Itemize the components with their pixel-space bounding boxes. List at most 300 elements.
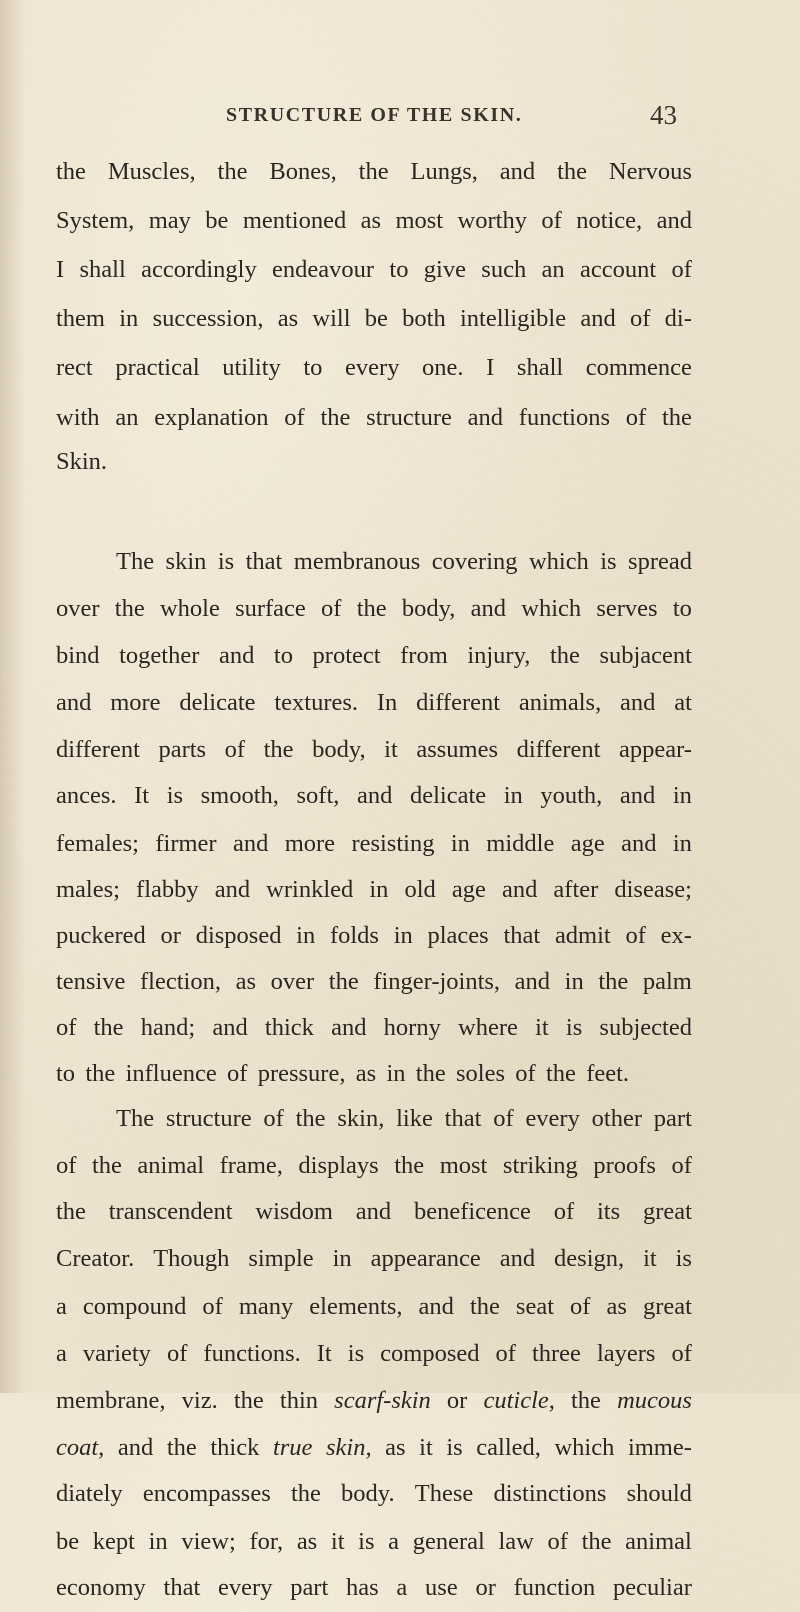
word: it (419, 1434, 433, 1461)
text-line (56, 1283, 692, 1331)
word: of (671, 1152, 692, 1179)
word: is (347, 1340, 365, 1367)
text-line (56, 912, 692, 960)
word: and (214, 876, 251, 903)
word: Lungs, (410, 158, 478, 185)
word: shall (79, 256, 126, 283)
word: a (56, 1293, 67, 1320)
word: as (355, 1060, 377, 1087)
word: the (598, 968, 629, 995)
word: kept (92, 1528, 135, 1555)
word: an (541, 256, 565, 283)
text-line (116, 538, 692, 586)
text-line (56, 1424, 692, 1472)
word: and (621, 830, 657, 857)
word: flection, (140, 968, 221, 995)
word: great (642, 1293, 692, 1320)
word: the (546, 1060, 576, 1087)
word: should (626, 1480, 692, 1507)
word: an (115, 404, 139, 431)
word: general (412, 1528, 485, 1555)
word: of (625, 404, 647, 431)
word: These (414, 1480, 474, 1507)
word: commence (585, 354, 692, 381)
word: The (116, 1105, 155, 1132)
word: in (332, 1245, 352, 1272)
text-line (116, 1095, 692, 1143)
word: and (620, 689, 656, 716)
word: flabby (136, 876, 199, 903)
word: together (119, 642, 200, 669)
word: peculiar (612, 1574, 692, 1601)
word: middle (486, 830, 555, 857)
word: Nervous (608, 158, 692, 185)
italic-word: mucous (617, 1387, 692, 1414)
word: rect (56, 354, 93, 381)
word: palm (642, 968, 692, 995)
word: appearance (370, 1245, 481, 1272)
word: in (119, 305, 139, 332)
word: a (388, 1528, 400, 1555)
word: over (56, 595, 100, 622)
word: Creator. (56, 1245, 135, 1272)
word: smooth, (200, 782, 279, 809)
text-line (56, 295, 692, 343)
word: the (91, 1152, 122, 1179)
text-line (56, 772, 692, 820)
word: worthy (457, 207, 527, 234)
word: System, (56, 207, 135, 234)
word: and (501, 876, 538, 903)
word: and (218, 642, 255, 669)
text-line (56, 148, 692, 196)
word: in (148, 1528, 168, 1555)
text-line (56, 1330, 692, 1378)
word: age (451, 876, 486, 903)
word: like (396, 1105, 433, 1132)
word: influence (125, 1060, 217, 1087)
word: ances. (56, 782, 117, 809)
word: and (232, 830, 269, 857)
text-line (56, 394, 692, 442)
word: is (565, 1014, 583, 1041)
word: disease; (614, 876, 692, 903)
word: skin (165, 548, 207, 575)
word: beneficence (413, 1198, 531, 1225)
word: of (671, 1340, 692, 1367)
word: folds (329, 922, 379, 949)
word: function (513, 1574, 596, 1601)
word: is (446, 1434, 463, 1461)
word: shall (516, 354, 564, 381)
word: composed (380, 1340, 480, 1367)
word: body, (401, 595, 456, 622)
word: more (284, 830, 336, 857)
word: intelligible (459, 305, 567, 332)
word: finger-joints, (373, 968, 501, 995)
word: thin (279, 1387, 319, 1414)
word: I (486, 354, 495, 381)
word: thick (210, 1434, 260, 1461)
word: females; (56, 830, 139, 857)
word: of (56, 1152, 77, 1179)
text-line (56, 958, 692, 1006)
word: of (202, 1293, 223, 1320)
word: as (360, 207, 382, 234)
word: It (134, 782, 150, 809)
word: which (521, 595, 582, 622)
word: that (163, 1574, 201, 1601)
text-line (56, 632, 692, 680)
word: in (296, 922, 316, 949)
word: has (346, 1574, 379, 1601)
word: succession, (152, 305, 264, 332)
word: most (395, 207, 444, 234)
word: to (389, 256, 409, 283)
word: soft, (296, 782, 340, 809)
word: membrane, (56, 1387, 166, 1414)
word: of (547, 1528, 568, 1555)
word: use (425, 1574, 458, 1601)
word: places (427, 922, 489, 949)
word: structure (165, 1105, 252, 1132)
word: the (85, 1060, 116, 1087)
word: such (481, 256, 527, 283)
word: is (358, 1528, 375, 1555)
word: as (385, 1434, 406, 1461)
word: animal (625, 1528, 692, 1555)
word: its (596, 1198, 621, 1225)
word: to (672, 595, 692, 622)
word: the (394, 1152, 425, 1179)
word: view; (181, 1528, 236, 1555)
word: the (358, 158, 389, 185)
text-line (56, 1004, 692, 1052)
word: imme- (627, 1434, 692, 1461)
word: in (564, 968, 584, 995)
word: and (514, 968, 551, 995)
word: mentioned (242, 207, 347, 234)
word: frame, (219, 1152, 283, 1179)
gutter-shadow (0, 0, 26, 1393)
text-line (56, 1235, 692, 1283)
word: the (320, 404, 351, 431)
word: to (56, 1060, 76, 1087)
word: and (470, 595, 507, 622)
word: di- (664, 305, 692, 332)
word: of (224, 736, 246, 763)
word: different (516, 736, 601, 763)
text-line (56, 1564, 692, 1612)
word: subjected (599, 1014, 692, 1041)
word: the (549, 642, 580, 669)
word: give (423, 256, 466, 283)
word: be (364, 305, 388, 332)
word: variety (82, 1340, 151, 1367)
word: law (498, 1528, 534, 1555)
word: covering (431, 548, 518, 575)
word: explanation (154, 404, 269, 431)
word: or (160, 922, 181, 949)
word: the (295, 1105, 326, 1132)
word: many (238, 1293, 294, 1320)
word: to (273, 642, 293, 669)
text-line (56, 1142, 692, 1190)
word: striking (502, 1152, 578, 1179)
word: in (672, 782, 692, 809)
italic-word: scarf-skin (334, 1387, 431, 1414)
word: it (643, 1245, 657, 1272)
word: the (56, 1198, 86, 1225)
word: the (114, 595, 145, 622)
word: compound (82, 1293, 187, 1320)
word: is (600, 548, 617, 575)
word: three (531, 1340, 581, 1367)
word: of (166, 1340, 188, 1367)
word: and (356, 782, 393, 809)
word: for, (249, 1528, 284, 1555)
word: practical (115, 354, 200, 381)
word: as (606, 1293, 627, 1320)
word: delicate (179, 689, 256, 716)
word: youth, (540, 782, 603, 809)
word: the (328, 968, 359, 995)
word: and (56, 689, 92, 716)
word: as (296, 1528, 318, 1555)
word: and (499, 158, 536, 185)
word: more (110, 689, 161, 716)
word: as (277, 305, 299, 332)
text-line (56, 820, 692, 868)
word: from (400, 642, 448, 669)
word: every (525, 1105, 580, 1132)
word: other (591, 1105, 642, 1132)
word: and (212, 1014, 248, 1041)
italic-word: skin, (325, 1434, 372, 1461)
word: economy (56, 1574, 146, 1601)
word: old (404, 876, 436, 903)
word: subjacent (599, 642, 692, 669)
word: of (321, 595, 342, 622)
text-line (56, 726, 692, 774)
word: and (117, 1434, 154, 1461)
word: bind (56, 642, 100, 669)
word: which (554, 1434, 615, 1461)
word: parts (158, 736, 207, 763)
word: pressure, (257, 1060, 346, 1087)
word: part (290, 1574, 329, 1601)
word: where (458, 1014, 518, 1041)
word: be (56, 1528, 80, 1555)
word: which (528, 548, 589, 575)
text-line (56, 197, 692, 245)
word: Skin. (56, 448, 108, 475)
word: body, (312, 736, 366, 763)
italic-word: coat, (56, 1434, 105, 1461)
word: both (402, 305, 446, 332)
word: endeavour (272, 256, 375, 283)
word: membranous (293, 548, 421, 575)
word: age (570, 830, 605, 857)
word: assumes (416, 736, 499, 763)
word: that (503, 922, 541, 949)
italic-word: true (272, 1434, 313, 1461)
word: in (386, 1060, 406, 1087)
word: it (384, 736, 398, 763)
word: appear- (619, 736, 692, 763)
word: and (355, 1198, 392, 1225)
word: encompasses (142, 1480, 271, 1507)
word: skin, (337, 1105, 385, 1132)
word: account (579, 256, 657, 283)
word: distinctions (493, 1480, 607, 1507)
word: that (444, 1105, 482, 1132)
word: the (56, 158, 86, 185)
word: of (553, 1198, 575, 1225)
word: layers (596, 1340, 656, 1367)
word: to (303, 354, 323, 381)
word: soles (456, 1060, 506, 1087)
word: and (619, 782, 656, 809)
word: feet. (586, 1060, 630, 1087)
word: males; (56, 876, 120, 903)
word: displays (298, 1152, 379, 1179)
word: part (653, 1105, 692, 1132)
italic-word: cuticle, (483, 1387, 555, 1414)
word: design, (554, 1245, 625, 1272)
word: called, (476, 1434, 541, 1461)
page-number: 43 (650, 100, 677, 130)
word: the (290, 1480, 321, 1507)
word: the (661, 404, 692, 431)
word: elements, (309, 1293, 403, 1320)
word: great (642, 1198, 692, 1225)
word: admit (554, 922, 611, 949)
word: protect (312, 642, 381, 669)
word: of (284, 404, 305, 431)
text-line (56, 679, 692, 727)
word: spread (628, 548, 692, 575)
word: structure (366, 404, 452, 431)
word: and (331, 1014, 367, 1041)
word: Though (153, 1245, 230, 1272)
word: viz. (181, 1387, 218, 1414)
word: them (56, 305, 105, 332)
word: of (56, 1014, 77, 1041)
word: functions (518, 404, 610, 431)
word: animal (137, 1152, 205, 1179)
word: the (263, 736, 294, 763)
word: in (393, 922, 413, 949)
word: after (553, 876, 599, 903)
word: is (217, 548, 235, 575)
word: different (416, 689, 501, 716)
word: I (56, 256, 65, 283)
word: may (148, 207, 191, 234)
word: the (415, 1060, 446, 1087)
word: at (674, 689, 692, 716)
word: puckered (56, 922, 146, 949)
word: a (396, 1574, 408, 1601)
word: disposed (195, 922, 282, 949)
word: delicate (409, 782, 487, 809)
word: tensive (56, 968, 126, 995)
word: whole (159, 595, 220, 622)
running-head (0, 100, 800, 134)
word: will (312, 305, 351, 332)
word: diately (56, 1480, 123, 1507)
word: wrinkled (266, 876, 354, 903)
word: of (495, 1340, 516, 1367)
word: of (630, 305, 651, 332)
word: ex- (660, 922, 692, 949)
word: the (217, 158, 248, 185)
word: as (235, 968, 256, 995)
word: of (493, 1105, 514, 1132)
word: wisdom (255, 1198, 333, 1225)
word: the (93, 1014, 124, 1041)
word: and (580, 305, 616, 332)
word: thick (264, 1014, 314, 1041)
word: the (356, 595, 387, 622)
word: utility (222, 354, 281, 381)
text-line (56, 1470, 692, 1518)
word: every (345, 354, 400, 381)
text-line (56, 1188, 692, 1236)
text-line (56, 1377, 692, 1425)
word: transcendent (108, 1198, 233, 1225)
word: functions. (203, 1340, 301, 1367)
word: accordingly (141, 256, 257, 283)
word: a (56, 1340, 67, 1367)
word: or (446, 1387, 468, 1414)
word: firmer (155, 830, 217, 857)
word: animals, (518, 689, 602, 716)
word: proofs (593, 1152, 656, 1179)
word: it (535, 1014, 549, 1041)
word: most (439, 1152, 488, 1179)
word: the (557, 158, 588, 185)
word: over (270, 968, 315, 995)
word: the (166, 1434, 197, 1461)
word: with (56, 404, 100, 431)
word: is (166, 782, 184, 809)
text-line (56, 246, 692, 294)
word: every (218, 1574, 273, 1601)
word: is (675, 1245, 692, 1272)
word: the (571, 1387, 601, 1414)
word: and (467, 404, 504, 431)
word: be (205, 207, 229, 234)
word: of (625, 922, 646, 949)
word: textures. (274, 689, 359, 716)
word: one. (422, 354, 464, 381)
word: of (227, 1060, 248, 1087)
text-line (56, 438, 692, 486)
word: horny (383, 1014, 441, 1041)
word: of (671, 256, 692, 283)
word: Bones, (269, 158, 337, 185)
word: of (263, 1105, 284, 1132)
word: in (672, 830, 692, 857)
word: serves (596, 595, 658, 622)
word: of (515, 1060, 536, 1087)
word: injury, (467, 642, 531, 669)
word: notice, (576, 207, 643, 234)
word: in (450, 830, 470, 857)
word: and (499, 1245, 536, 1272)
word: It (316, 1340, 332, 1367)
